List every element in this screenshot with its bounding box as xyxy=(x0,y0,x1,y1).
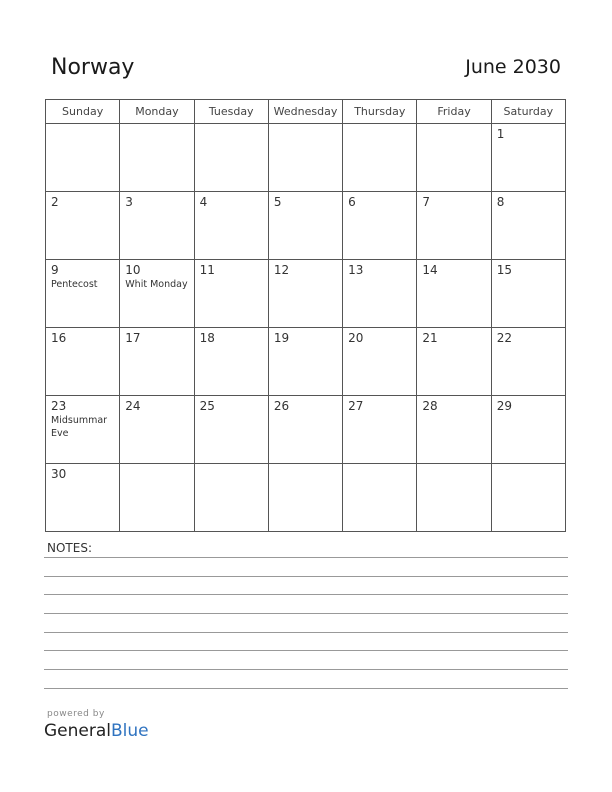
day-cell xyxy=(268,328,342,396)
day-number: 7 xyxy=(422,195,431,209)
day-cell xyxy=(194,124,268,192)
day-cell xyxy=(417,396,491,464)
notes-line xyxy=(44,594,568,595)
day-cell xyxy=(268,464,342,532)
day-cell xyxy=(417,192,491,260)
day-cell xyxy=(491,464,565,532)
day-number: 5 xyxy=(273,195,282,209)
weekday-header: Friday xyxy=(417,100,491,124)
day-number: 23 xyxy=(51,399,67,413)
day-number: 8 xyxy=(496,195,505,209)
weekday-header: Thursday xyxy=(343,100,417,124)
day-cell xyxy=(46,396,120,464)
day-cell xyxy=(46,464,120,532)
brand-blue: Blue xyxy=(111,721,149,741)
day-cell xyxy=(417,464,491,532)
day-number: 6 xyxy=(348,195,356,209)
weekday-header: Sunday xyxy=(46,100,120,124)
weekday-header: Saturday xyxy=(491,100,565,124)
day-cell xyxy=(343,464,417,532)
day-cell xyxy=(417,260,491,328)
day-cell xyxy=(194,192,268,260)
powered-by-text: powered by xyxy=(47,709,105,719)
day-number: 17 xyxy=(125,331,141,345)
notes-line xyxy=(44,613,568,614)
country-title: Norway xyxy=(51,55,135,80)
day-cell xyxy=(343,260,417,328)
day-number: 28 xyxy=(422,399,438,413)
day-number: 25 xyxy=(199,399,215,413)
brand-logo[interactable] xyxy=(44,721,149,741)
calendar-grid xyxy=(45,99,566,532)
week-row xyxy=(46,124,566,192)
notes-line xyxy=(44,688,568,689)
weekday-header-row xyxy=(46,100,566,124)
day-cell xyxy=(491,260,565,328)
day-cell xyxy=(491,396,565,464)
holiday-label: Pentecost xyxy=(51,279,98,290)
holiday-label: Midsummar Eve xyxy=(51,415,108,439)
brand-general: General xyxy=(44,721,111,741)
day-cell xyxy=(120,396,194,464)
week-row xyxy=(46,260,566,328)
notes-line xyxy=(44,576,568,577)
day-number: 18 xyxy=(199,331,215,345)
day-cell xyxy=(46,328,120,396)
day-cell xyxy=(491,192,565,260)
day-cell xyxy=(417,328,491,396)
notes-label: NOTES: xyxy=(47,541,92,555)
month-year-title: June 2030 xyxy=(465,56,561,78)
weekday-header: Wednesday xyxy=(268,100,342,124)
day-number: 21 xyxy=(422,331,438,345)
day-number: 10 xyxy=(125,263,141,277)
day-number: 15 xyxy=(496,263,512,277)
notes-line xyxy=(44,650,568,651)
day-cell xyxy=(417,124,491,192)
day-cell xyxy=(46,192,120,260)
day-cell xyxy=(46,260,120,328)
day-cell xyxy=(120,464,194,532)
day-number: 4 xyxy=(199,195,208,209)
day-number: 2 xyxy=(51,195,59,209)
day-cell xyxy=(46,124,120,192)
calendar-body xyxy=(46,124,566,532)
day-cell xyxy=(120,328,194,396)
day-number: 20 xyxy=(348,331,364,345)
day-number: 13 xyxy=(348,263,364,277)
day-number: 14 xyxy=(422,263,438,277)
day-cell xyxy=(194,328,268,396)
day-cell xyxy=(343,328,417,396)
day-number: 12 xyxy=(273,263,290,277)
day-number: 26 xyxy=(273,399,290,413)
day-number: 19 xyxy=(273,331,290,345)
notes-line xyxy=(44,669,568,670)
day-cell xyxy=(343,192,417,260)
day-number: 3 xyxy=(125,195,133,209)
day-cell xyxy=(343,124,417,192)
day-number: 1 xyxy=(496,127,505,141)
day-cell xyxy=(194,260,268,328)
day-number: 11 xyxy=(199,263,215,277)
day-cell xyxy=(343,396,417,464)
day-cell xyxy=(194,396,268,464)
day-number: 24 xyxy=(125,399,141,413)
day-cell xyxy=(120,260,194,328)
day-cell xyxy=(120,124,194,192)
week-row xyxy=(46,328,566,396)
day-cell xyxy=(491,124,565,192)
day-number: 30 xyxy=(51,467,67,481)
weekday-header: Monday xyxy=(120,100,194,124)
week-row xyxy=(46,464,566,532)
day-cell xyxy=(268,192,342,260)
day-cell xyxy=(268,396,342,464)
weekday-header: Tuesday xyxy=(194,100,268,124)
day-number: 27 xyxy=(348,399,364,413)
week-row xyxy=(46,192,566,260)
holiday-label: Whit Monday xyxy=(125,279,188,290)
day-number: 16 xyxy=(51,331,67,345)
day-number: 29 xyxy=(496,399,512,413)
notes-line xyxy=(44,632,568,633)
day-cell xyxy=(491,328,565,396)
day-cell xyxy=(194,464,268,532)
week-row xyxy=(46,396,566,464)
day-cell xyxy=(268,260,342,328)
day-cell xyxy=(120,192,194,260)
day-number: 22 xyxy=(496,331,512,345)
day-cell xyxy=(268,124,342,192)
day-number: 9 xyxy=(51,263,59,277)
notes-line xyxy=(44,557,568,558)
